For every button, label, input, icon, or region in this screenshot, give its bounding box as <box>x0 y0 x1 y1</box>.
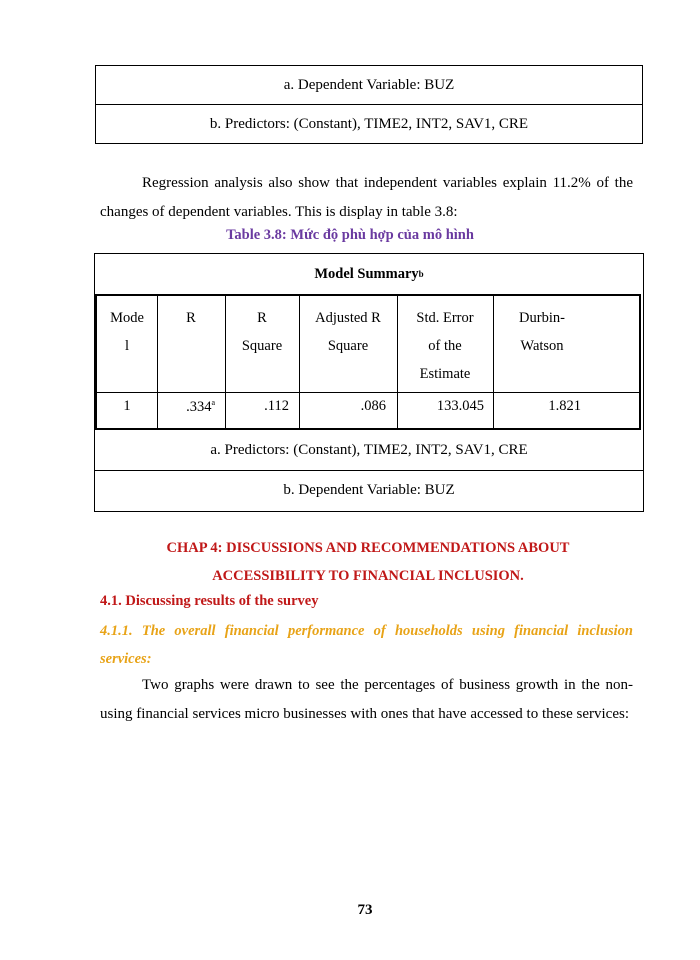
header-model-line1: Mode <box>110 310 144 326</box>
model-summary-grid <box>95 294 641 430</box>
paragraph-regression: Regression analysis also show that independent variables explain 11.2% of the changes of dependent variables. This is display in table 3.8: <box>100 175 633 220</box>
header-std-error-line3: Estimate <box>419 366 471 382</box>
header-std-error-line2: of the <box>428 338 462 354</box>
header-std-error-line1: Std. Error <box>416 310 474 326</box>
chapter-heading-line1: CHAP 4: DISCUSSIONS AND RECOMMENDATIONS ABOUT <box>166 540 570 556</box>
model-summary-title <box>95 254 643 294</box>
header-adjusted-r-square <box>299 304 397 360</box>
table-footnote-predictors: b. Predictors: (Constant), TIME2, INT2, SAV1, CRE <box>96 104 642 143</box>
cell-r-value: .334 <box>186 398 212 415</box>
header-adjusted-line2: Square <box>327 338 369 354</box>
cell-std-error: 133.045 <box>436 398 484 414</box>
model-summary-title-text: Model Summary <box>314 265 419 282</box>
model-summary-footnote-a: a. Predictors: (Constant), TIME2, INT2, SAV1, CRE <box>210 441 528 458</box>
header-r-square-line2: Square <box>241 338 283 354</box>
cell-r <box>157 398 215 416</box>
model-summary-table <box>94 253 644 512</box>
cell-r-square: .112 <box>264 398 289 414</box>
header-model-line2: l <box>124 338 130 354</box>
section-heading: 4.1. Discussing results of the survey <box>100 593 319 609</box>
table-footnote-dependent: a. Dependent Variable: BUZ <box>283 76 455 93</box>
cell-r-superscript: a <box>211 398 215 407</box>
header-durbin-line1: Durbin- <box>519 310 565 326</box>
chapter-heading-line2: ACCESSIBILITY TO FINANCIAL INCLUSION. <box>212 568 524 584</box>
dependent-variable-table <box>95 65 643 144</box>
cell-adjusted-r-square: .086 <box>360 398 386 414</box>
header-adjusted-line1: Adjusted R <box>315 310 381 326</box>
header-r-square <box>225 304 299 360</box>
header-r <box>157 304 225 332</box>
header-std-error <box>397 304 493 388</box>
subsection-heading: 4.1.1. The overall financial performance of households using financial inclusion services: <box>100 623 633 667</box>
paragraph-graphs: Two graphs were drawn to see the percentages of business growth in the non-using financial services micro businesses with ones that have accessed to these services: <box>100 677 633 722</box>
header-r-line1: R <box>186 310 196 326</box>
header-r-square-line1: R <box>257 310 267 326</box>
header-model <box>97 304 157 360</box>
header-durbin-line2: Watson <box>520 338 564 354</box>
page-number: 73 <box>357 902 373 918</box>
table-caption: Table 3.8: Mức độ phù hợp của mô hình <box>226 227 474 243</box>
header-durbin-watson <box>493 304 591 360</box>
header-divider <box>97 392 639 393</box>
cell-durbin-watson: 1.821 <box>548 398 581 414</box>
cell-model: 1 <box>123 398 131 414</box>
model-summary-footnote-b: b. Dependent Variable: BUZ <box>283 481 455 498</box>
title-superscript: b <box>418 269 424 279</box>
